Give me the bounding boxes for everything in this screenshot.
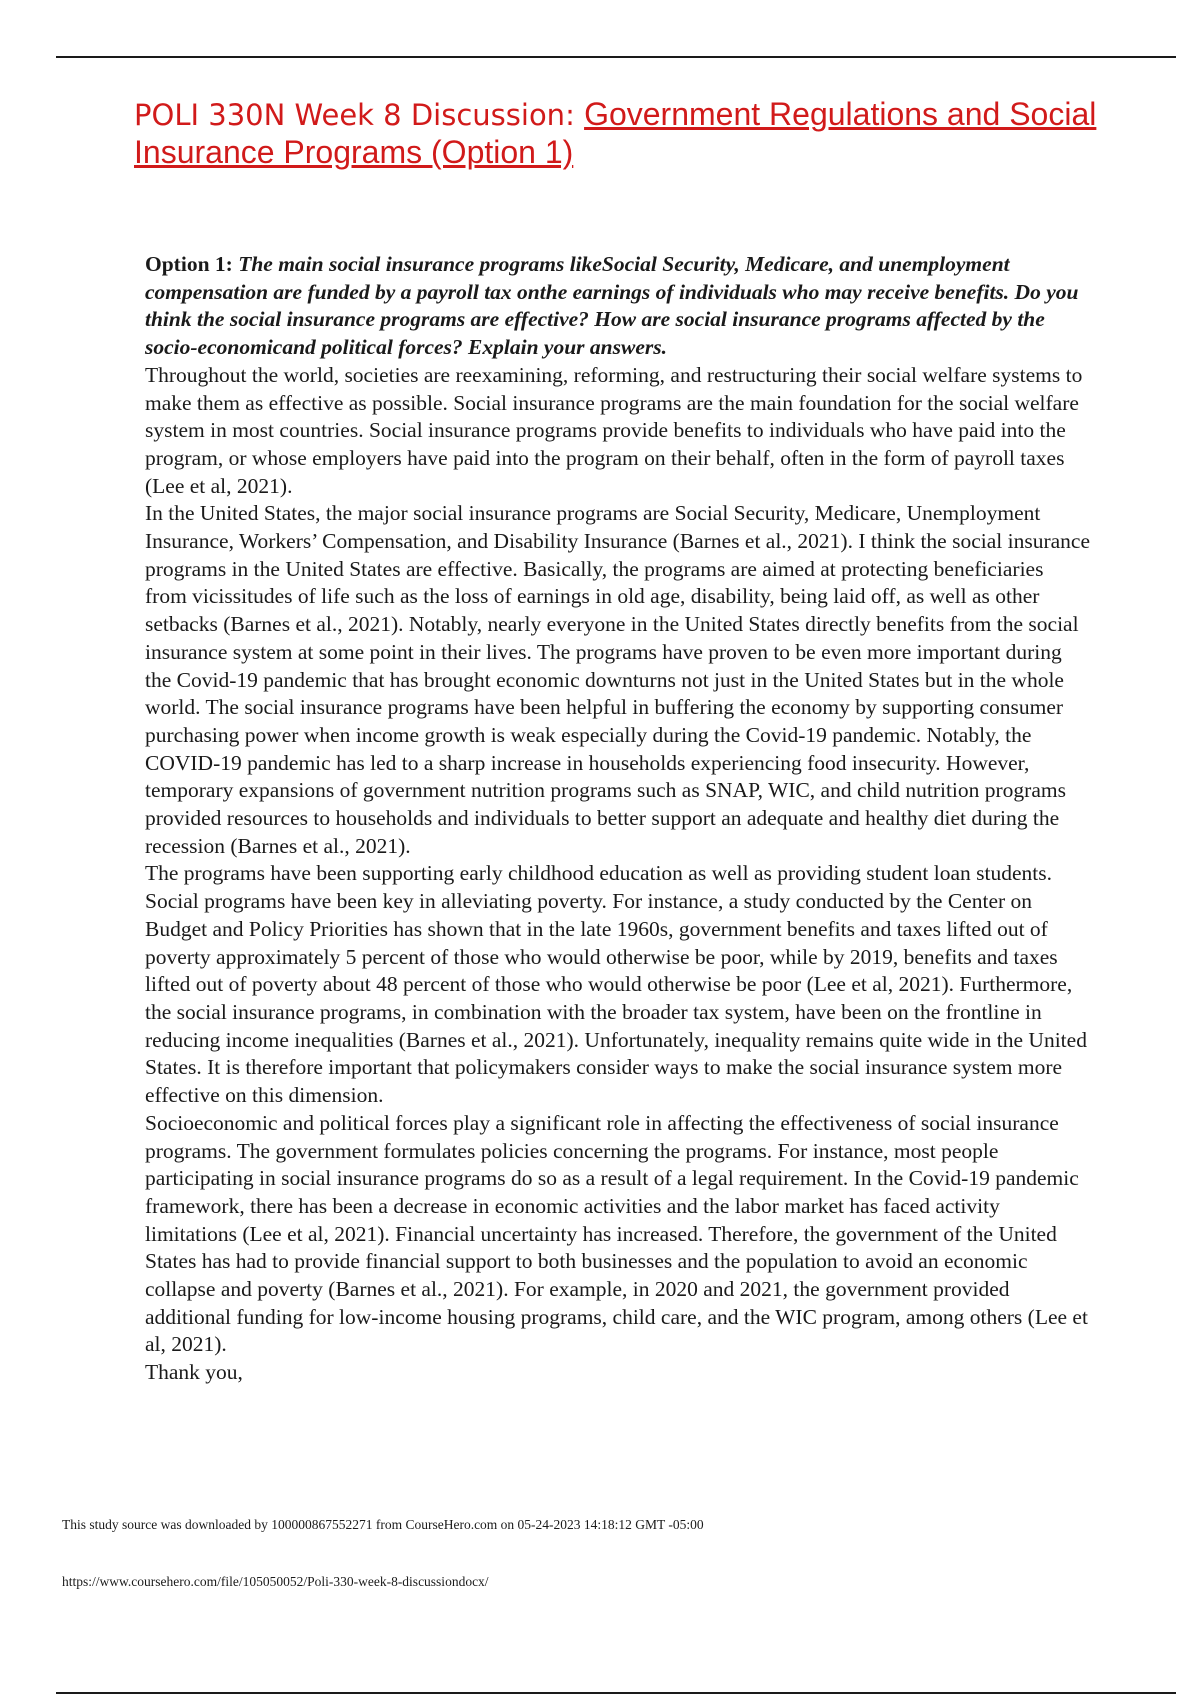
discussion-prompt	[145, 251, 1090, 362]
paragraph-us-programs: In the United States, the major social insurance programs are Social Security, Medicare, Unemployment Insurance, Workers’ Compensation, and Disability Insurance (Barnes et al., 2021). I think the social insurance programs in the United States are effective. Basically, the programs are aimed at protecting beneficiaries from vicissitudes of life such as the loss of earnings in old age, disability, being laid off, as well as other setbacks (Barnes et al., 2021). Notably, nearly everyone in the United States directly benefits from the social insurance system at some point in their lives. The programs have proven to be even more important during the Covid-19 pandemic that has brought economic downturns not just in the United States but in the whole world. The social insurance programs have been helpful in buffering the economy by supporting consumer purchasing power when income growth is weak especially during the Covid-19 pandemic. Notably, the COVID-19 pandemic has led to a sharp increase in households experiencing food insecurity. However, temporary expansions of government nutrition programs such as SNAP, WIC, and child nutrition programs provided resources to households and individuals to better support an adequate and healthy diet during the recession (Barnes et al., 2021).	[145, 501, 1090, 858]
title-link[interactable]: Government Regulations and Social Insurance Programs (Option 1)	[134, 96, 1097, 170]
page-title	[134, 96, 1114, 171]
download-source-note: This study source was downloaded by 100000867552271 from CourseHero.com on 05-24-2023 14:18:12 GMT -05:00	[62, 1517, 704, 1532]
closing-line: Thank you,	[145, 1360, 243, 1385]
title-prefix: POLI 330N Week 8 Discussion:	[134, 98, 585, 132]
prompt-label: Option 1:	[145, 252, 239, 276]
top-divider	[56, 56, 1176, 58]
paragraph-poverty: The programs have been supporting early childhood education as well as providing student loan students. Social programs have been key in alleviating poverty. For instance, a study conducted by the Center on Budget and Policy Priorities has shown that in the late 1960s, government benefits and taxes lifted out of poverty approximately 5 percent of those who would otherwise be poor, while by 2019, benefits and taxes lifted out of poverty about 48 percent of those who would otherwise be poor (Lee et al, 2021). Furthermore, the social insurance programs, in combination with the broader tax system, have been on the frontline in reducing income inequalities (Barnes et al., 2021). Unfortunately, inequality remains quite wide in the United States. It is therefore important that policymakers consider ways to make the social insurance system more effective on this dimension.	[145, 861, 1087, 1108]
source-url-link[interactable]: https://www.coursehero.com/file/105050052/Poli-330-week-8-discussiondocx/	[62, 1574, 489, 1589]
document-body	[145, 251, 1090, 1387]
paragraph-intro: Throughout the world, societies are reexamining, reforming, and restructuring their social welfare systems to make them as effective as possible. Social insurance programs are the main foundation for the social welfare system in most countries. Social insurance programs provide benefits to individuals who have paid into the program, or whose employers have paid into the program on their behalf, often in the form of payroll taxes (Lee et al, 2021).	[145, 362, 1083, 498]
bottom-divider	[56, 1692, 1176, 1694]
prompt-question: The main social insurance programs likeSocial Security, Medicare, and unemployment compensation are funded by a payroll tax onthe earnings of individuals who may receive benefits. Do you think the social insurance programs are effective? How are social insurance programs affected by the socio-economicand political forces? Explain your answers.	[145, 252, 1079, 360]
paragraph-forces: Socioeconomic and political forces play a significant role in affecting the effectiveness of social insurance programs. The government formulates policies concerning the programs. For instance, most people participating in social insurance programs do so as a result of a legal requirement. In the Covid-19 pandemic framework, there has been a decrease in economic activities and the labor market has faced activity limitations (Lee et al, 2021). Financial uncertainty has increased. Therefore, the government of the United States has had to provide financial support to both businesses and the population to avoid an economic collapse and poverty (Barnes et al., 2021). For example, in 2020 and 2021, the government provided additional funding for low-income housing programs, child care, and the WIC program, among others (Lee et al, 2021).	[145, 1110, 1088, 1357]
